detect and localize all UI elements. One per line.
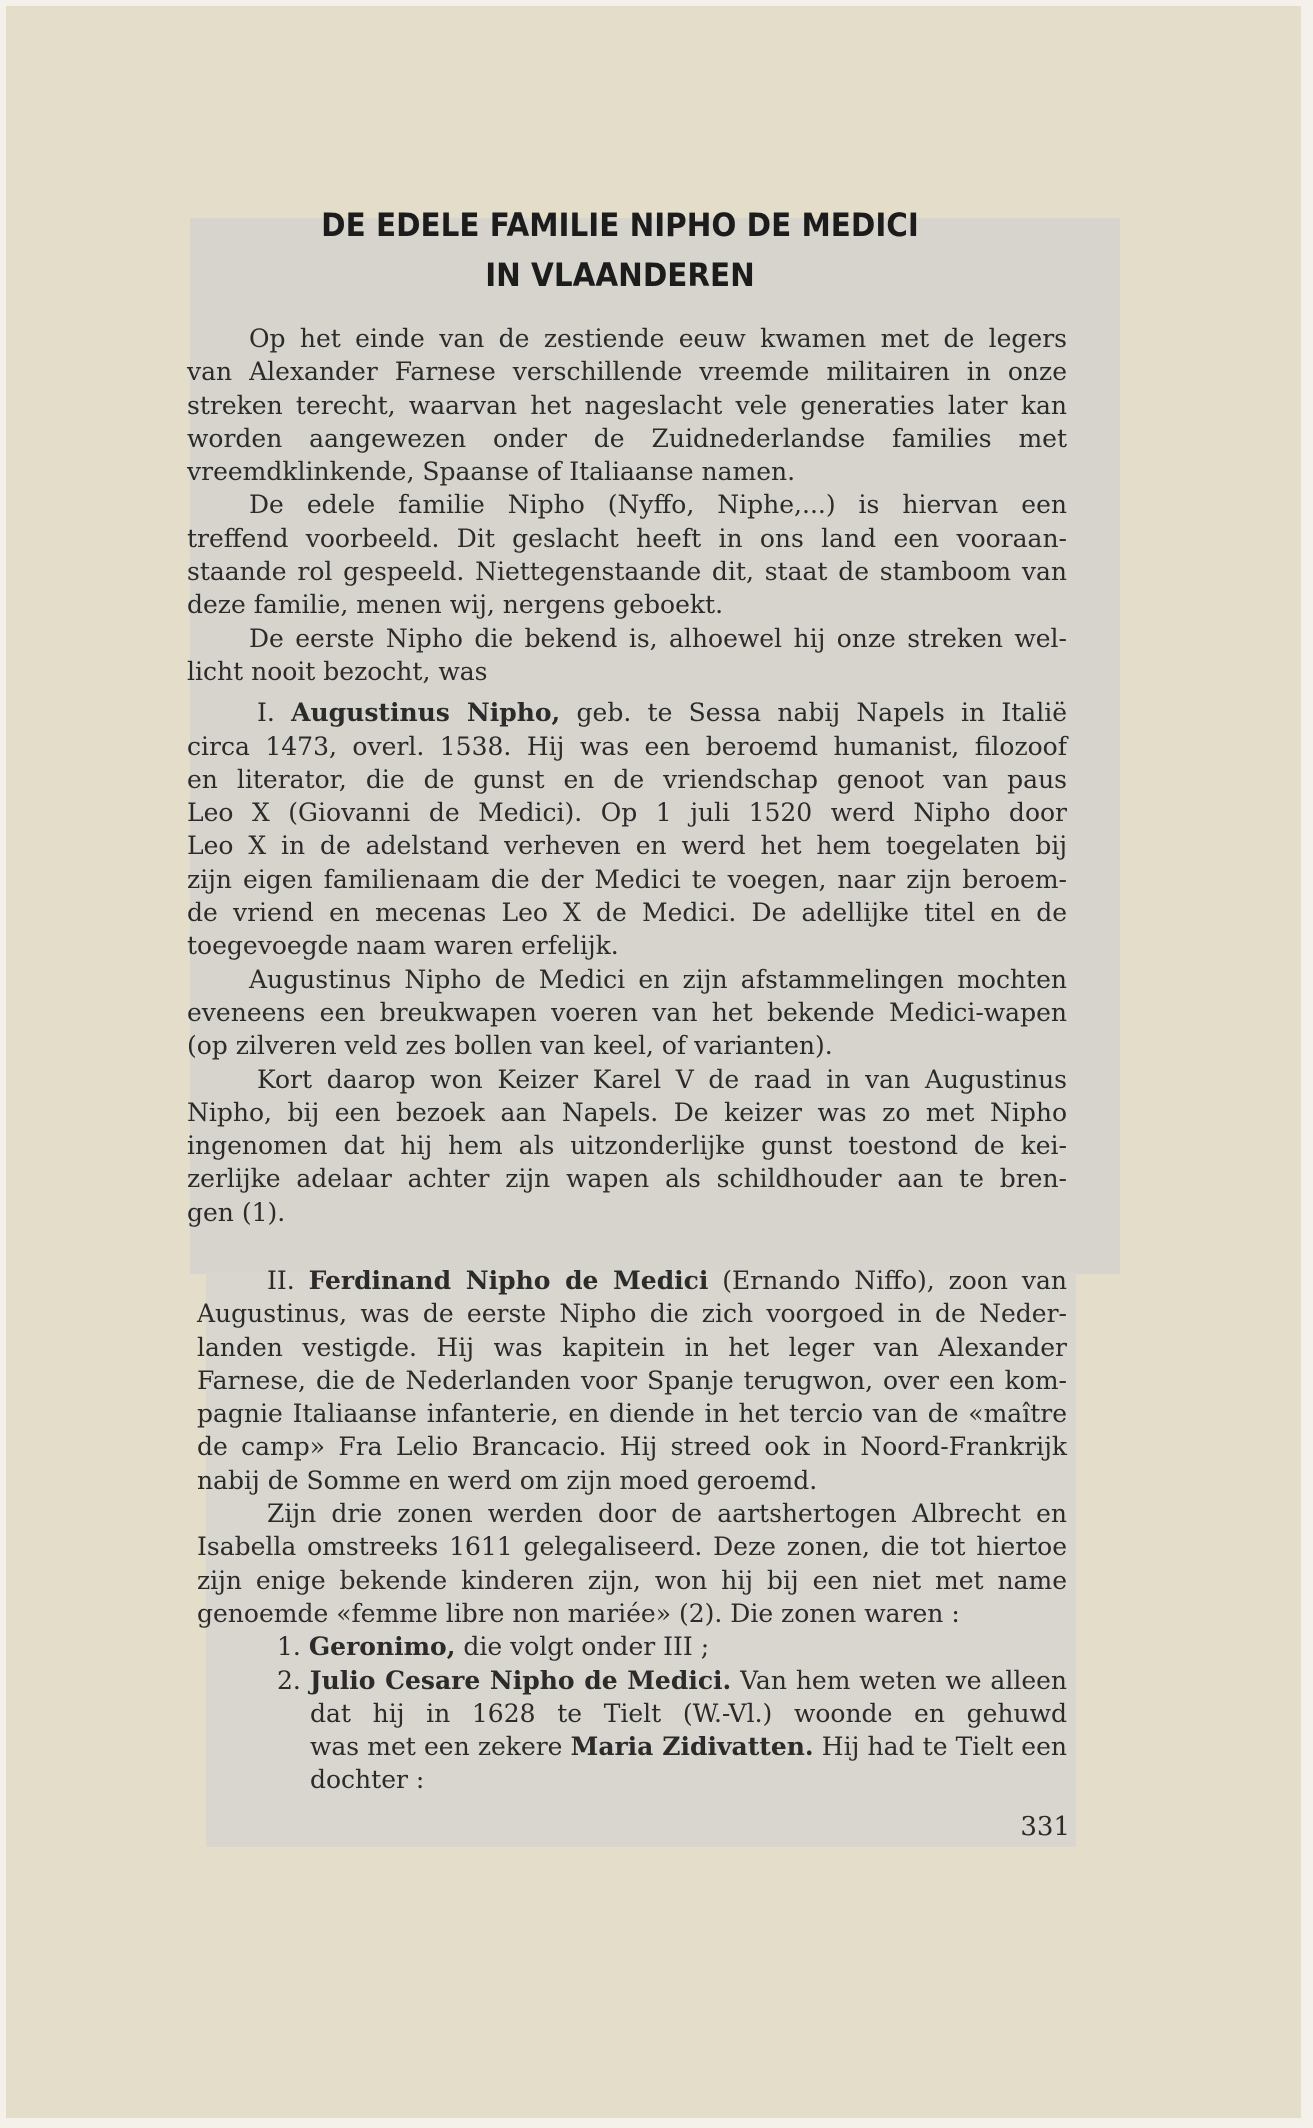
text-line: circa 1473, overl. 1538. Hij was een beroemd humanist, filozoof [187, 731, 1067, 761]
paragraph-family [187, 488, 1067, 621]
text-line: Kort daarop won Keizer Karel V de raad in van Augustinus [257, 1064, 1067, 1094]
title-line-1: DE EDELE FAMILIE NIPHO DE MEDICI [321, 206, 919, 244]
list-item-name: Julio Cesare Nipho de Medici. [309, 1665, 732, 1695]
list-item [197, 1664, 1067, 1697]
text-line: gen (1). [187, 1197, 286, 1227]
text-line: streken terecht, waarvan het nageslacht vele generaties later kan [187, 390, 1067, 420]
entry-name: Augustinus Nipho, [291, 698, 561, 728]
page-number: 331 [1020, 1812, 1070, 1842]
article-title [270, 200, 969, 300]
text-line: eveneens een breukwapen voeren van het bekende Medici-wapen [187, 997, 1067, 1027]
paragraph-intro [187, 322, 1067, 488]
text-line: Zijn drie zonen werden door de aartshertogen Albrecht en [267, 1499, 1067, 1529]
entry-text: (Ernando Niffo), zoon van [722, 1266, 1067, 1295]
title-line-2: IN VLAANDEREN [485, 256, 755, 294]
text-line: de camp» Fra Lelio Brancacio. Hij streed ook in Noord-Frankrijk [197, 1432, 1067, 1462]
text-line: dat hij in 1628 te Tielt (W.-Vl.) woonde en gehuwd [310, 1698, 1067, 1728]
text-line: de vriend en mecenas Leo X de Medici. De adellijke titel en de [187, 898, 1067, 928]
text-line: vreemdklinkende, Spaanse of Italiaanse namen. [187, 457, 796, 487]
text-line: nabij de Somme en werd om zijn moed geroemd. [197, 1465, 818, 1495]
text-line: (op zilveren veld zes bollen van keel, of varianten). [187, 1031, 833, 1061]
list-item-text: Hij had te Tielt een [821, 1732, 1067, 1762]
list-item-text: was met een zekere [310, 1732, 563, 1762]
text-line: van Alexander Farnese verschillende vreemde militairen in onze [187, 357, 1067, 387]
list-item-name: Geronimo, [308, 1632, 456, 1662]
text-line: pagnie Italiaanse infanterie, en diende in het tercio van de «maître [197, 1399, 1067, 1429]
text-line: Augustinus Nipho de Medici en zijn afstammelingen mochten [249, 964, 1067, 994]
article-body-lower [197, 1264, 1067, 1797]
list-item-number: 1. [277, 1632, 301, 1662]
entry-heading-line [197, 1264, 1067, 1297]
list-item [197, 1630, 1067, 1663]
entry-numeral: II. [267, 1266, 295, 1295]
text-line: De edele familie Nipho (Nyffo, Niphe,...) is hiervan een [249, 490, 1067, 520]
text-line: staande rol gespeeld. Niettegenstaande dit, staat de stamboom van [187, 557, 1067, 587]
text-line: worden aangewezen onder de Zuidnederlandse families met [187, 423, 1067, 453]
text-line: dochter : [310, 1765, 425, 1795]
text-line: deze familie, menen wij, nergens geboekt. [187, 590, 724, 620]
paragraph-sons [197, 1497, 1067, 1630]
text-line: Isabella omstreeks 1611 gelegaliseerd. Deze zonen, die tot hiertoe [197, 1532, 1067, 1562]
list-item-number: 2. [277, 1665, 301, 1695]
text-line: en literator, die de gunst en de vriendschap genoot van paus [187, 764, 1067, 794]
list-item-text: Van hem weten we alleen [740, 1665, 1068, 1695]
text-line: Augustinus, was de eerste Nipho die zich voorgoed in de Neder- [197, 1299, 1067, 1329]
text-line: Nipho, bij een bezoek aan Napels. De keizer was zo met Nipho [187, 1097, 1067, 1127]
text-line [197, 1730, 1067, 1763]
text-line: Leo X in de adelstand verheven en werd het hem toegelaten bij [187, 831, 1067, 861]
entry-numeral: I. [257, 698, 275, 728]
entry-heading-line [187, 696, 1067, 729]
sons-list [197, 1630, 1067, 1796]
entry-ferdinand [197, 1264, 1067, 1497]
text-line: De eerste Nipho die bekend is, alhoewel hij onze streken wel- [249, 623, 1067, 653]
spouse-name: Maria Zidivatten. [570, 1732, 814, 1762]
text-line: landen vestigde. Hij was kapitein in het leger van Alexander [197, 1332, 1067, 1362]
text-line: Farnese, die de Nederlanden voor Spanje terugwon, over een kom- [197, 1365, 1067, 1395]
paragraph-karel-v [187, 1063, 1067, 1229]
text-line: Leo X (Giovanni de Medici). Op 1 juli 1520 werd Nipho door [187, 798, 1067, 828]
list-item-text: die volgt onder III ; [463, 1632, 710, 1662]
text-line: zerlijke adelaar achter zijn wapen als schildhouder aan te bren- [187, 1164, 1067, 1194]
text-line: toegevoegde naam waren erfelijk. [187, 931, 619, 961]
entry-text: geb. te Sessa nabij Napels in Italië [576, 698, 1067, 728]
article-body-upper [187, 322, 1067, 1229]
text-line: zijn enige bekende kinderen zijn, won hij bij een niet met name [197, 1565, 1067, 1595]
paragraph-coat-of-arms [187, 963, 1067, 1063]
entry-augustinus [187, 696, 1067, 962]
text-line: licht nooit bezocht, was [187, 656, 488, 686]
text-line: zijn eigen familienaam die der Medici te voegen, naar zijn beroem- [187, 864, 1067, 894]
text-line: ingenomen dat hij hem als uitzonderlijke gunst toestond de kei- [187, 1131, 1067, 1161]
entry-name: Ferdinand Nipho de Medici [308, 1266, 709, 1295]
paragraph-first-nipho [187, 622, 1067, 689]
text-line: genoemde «femme libre non mariée» (2). Die zonen waren : [197, 1598, 960, 1628]
text-line: Op het einde van de zestiende eeuw kwamen met de legers [249, 324, 1067, 353]
text-line: treffend voorbeeld. Dit geslacht heeft in ons land een vooraan- [187, 523, 1067, 553]
